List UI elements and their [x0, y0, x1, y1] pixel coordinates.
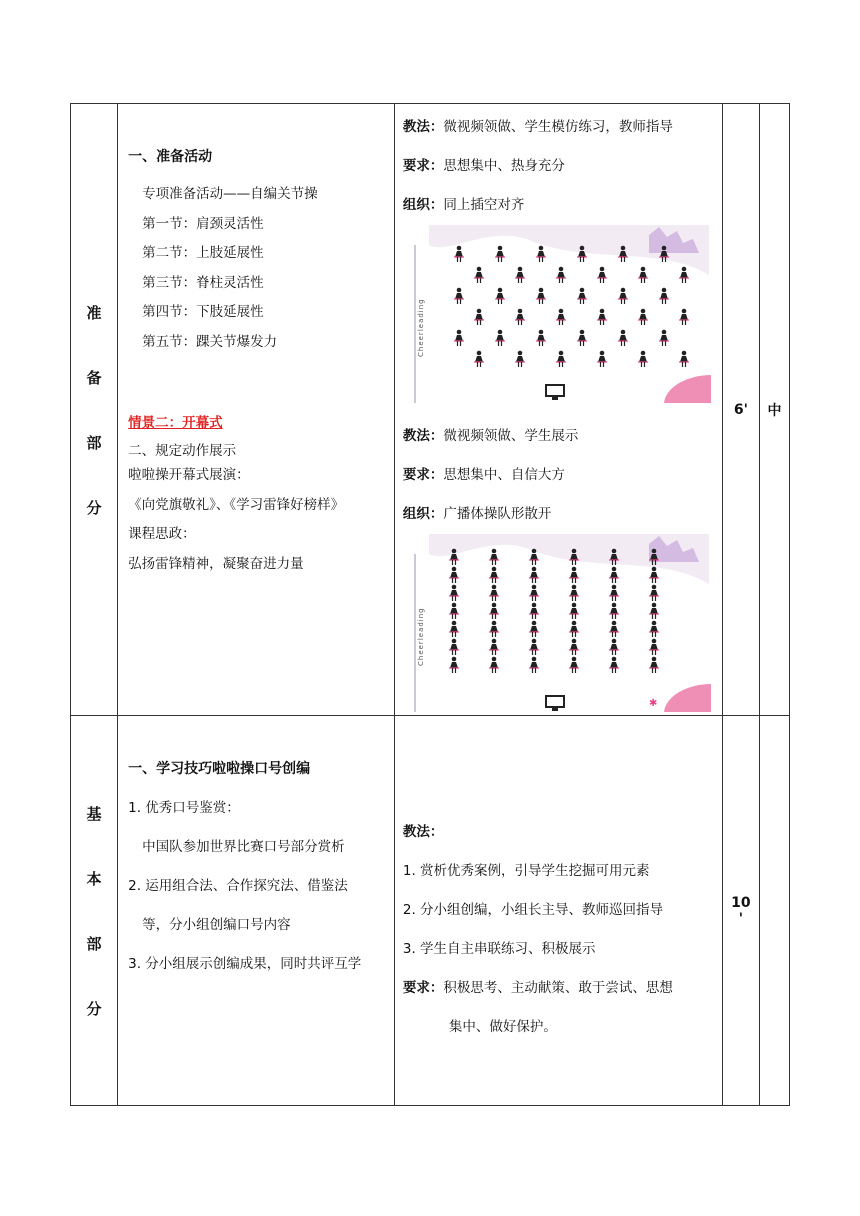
text-line: 1. 赏析优秀案例，引导学生挖掘可用元素: [402, 863, 650, 879]
list-item: 第四节：下肢延展性: [142, 304, 264, 320]
prep-row: [71, 104, 790, 716]
require-value: 思想集中、热身充分: [443, 158, 565, 174]
require-key: 要求：: [402, 980, 444, 996]
text-line: 2. 分小组创编，小组长主导、教师巡回指导: [402, 902, 664, 918]
scene-title: 情景二：开幕式: [128, 415, 223, 431]
text-line: 啦啦操开幕式展演：: [128, 467, 250, 483]
prep-heading: 一、准备活动: [128, 149, 213, 165]
teach-value: 微视频领做、学生模仿练习，教师指导: [443, 119, 673, 135]
text-line: 2. 运用组合法、合作探究法、借鉴法: [128, 878, 348, 894]
basic-label-char: 本: [86, 869, 102, 888]
prep-label-char: 部: [86, 433, 102, 452]
list-item: 专项准备活动——自编关节操: [142, 186, 318, 202]
require-key: 要求：: [402, 467, 444, 483]
basic-label-char: 基: [86, 804, 102, 823]
text-line: 《向党旗敬礼》、《学习雷锋好榜样》: [128, 496, 345, 513]
teach-key: 教法：: [402, 119, 444, 135]
require-value-cont: 集中、做好保护。: [448, 1019, 557, 1035]
teach-value: 微视频领做、学生展示: [443, 428, 579, 444]
prep-label-char: 备: [86, 368, 102, 387]
list-item: 第五节：踝关节爆发力: [142, 333, 278, 350]
basic-row: [71, 716, 790, 1106]
cheerleading-label: Cheerleading: [416, 607, 425, 666]
text-line: 中国队参加世界比赛口号部分赏析: [142, 839, 345, 855]
teach-key: 教法：: [402, 428, 444, 444]
basic-content-cell: [118, 716, 395, 1106]
star-icon: ✱: [648, 698, 658, 709]
prep-intensity: 中: [759, 104, 789, 716]
prep-label-char: 分: [86, 498, 102, 517]
list-item: 第二节：上肢延展性: [142, 245, 264, 261]
cheerleading-label: Cheerleading: [416, 298, 425, 357]
require-value: 思想集中、自信大方: [443, 467, 565, 483]
organize-value: 同上插空对齐: [443, 197, 525, 213]
require-key: 要求：: [402, 158, 444, 174]
prep-label-char: 准: [86, 303, 102, 322]
organize-key: 组织：: [402, 197, 444, 213]
basic-label-char: 分: [86, 999, 102, 1018]
basic-time-cell: [722, 716, 759, 1106]
basic-time: 10: [731, 894, 751, 911]
text-line: 弘扬雷锋精神，凝聚奋进力量: [128, 555, 304, 572]
text-line: 3. 学生自主串联练习、积极展示: [402, 941, 596, 957]
list-item: 第一节：肩颈灵活性: [142, 215, 264, 232]
teach-key: 教法：: [402, 824, 444, 840]
prep-method-cell: [394, 104, 722, 716]
text-line: 课程思政：: [128, 526, 196, 542]
prep-section-label: [71, 104, 118, 716]
lesson-plan-table: [70, 103, 790, 1106]
basic-time-tail: ': [738, 910, 743, 927]
display-heading: 二、规定动作展示: [128, 443, 237, 459]
text-line: 等，分小组创编口号内容: [142, 917, 291, 933]
basic-section-label: [71, 716, 118, 1106]
organize-key: 组织：: [402, 506, 444, 522]
basic-label-char: 部: [86, 934, 102, 953]
prep-time: 6': [722, 104, 759, 716]
require-value: 积极思考、主动献策、敢于尝试、思想: [443, 980, 673, 996]
prep-content-cell: [118, 104, 395, 716]
text-line: 3. 分小组展示创编成果，同时共评互学: [128, 956, 362, 972]
formation-figure-staggered: [409, 225, 711, 403]
formation-figure-columns: [409, 534, 711, 712]
text-line: 1. 优秀口号鉴赏：: [128, 800, 240, 816]
organize-value: 广播体操队形散开: [443, 506, 552, 522]
list-item: 第三节：脊柱灵活性: [142, 274, 264, 291]
basic-heading: 一、学习技巧啦啦操口号创编: [128, 761, 311, 777]
basic-method-cell: [394, 716, 722, 1106]
basic-intensity: [759, 716, 789, 1106]
